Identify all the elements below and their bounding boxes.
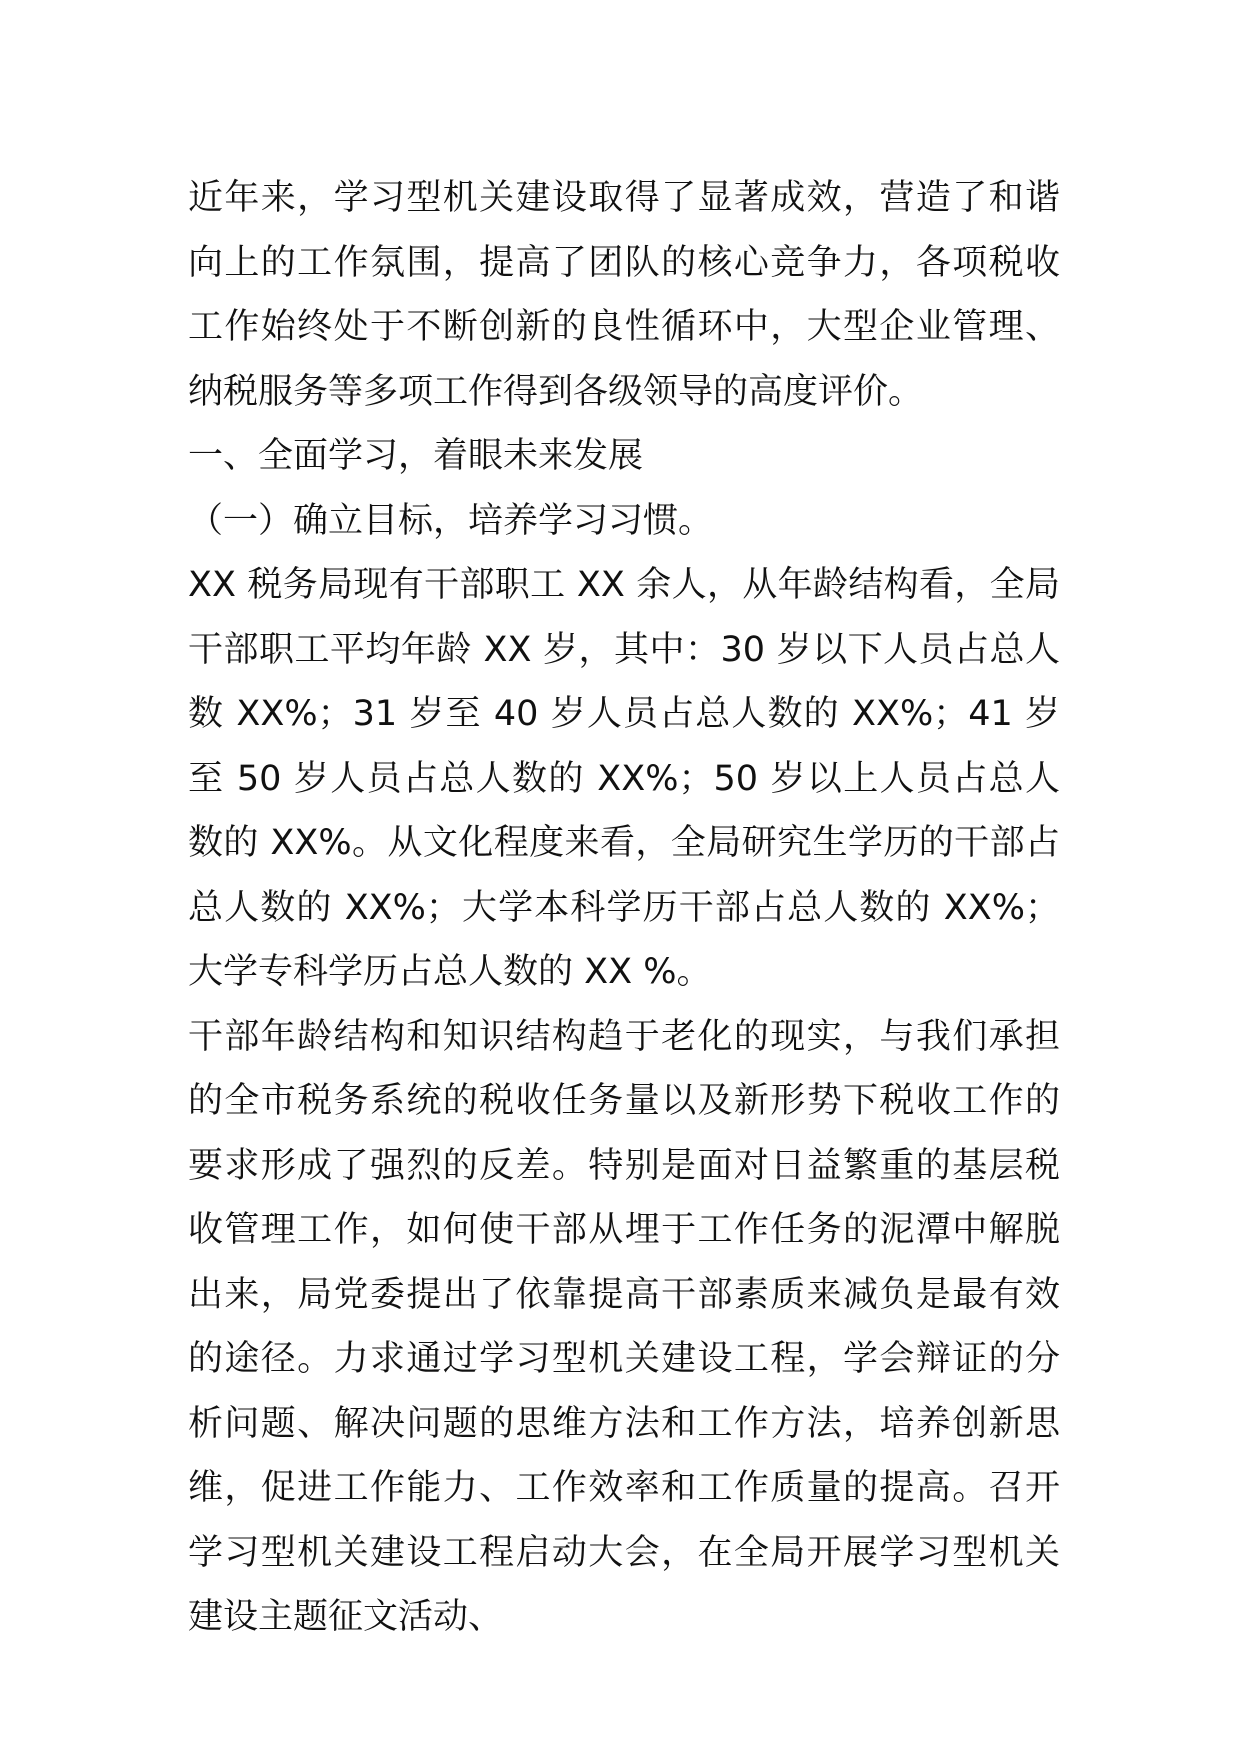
analysis-paragraph: 干部年龄结构和知识结构趋于老化的现实，与我们承担的全市税务系统的税收任务量以及新形势下税收工作的要求形成了强烈的反差。特别是面对日益繁重的基层税收管理工作，如何使干部从埋于工作任务的泥潭中解脱出来，局党委提出了依靠提高干部素质来减负是最有效的途径。力求通过学习型机关建设工程，学会辩证的分析问题、解决问题的思维方法和工作方法，培养创新思维，促进工作能力、工作效率和工作质量的提高。召开学习型机关建设工程启动大会，在全局开展学习型机关建设主题征文活动、 (188, 1016, 1060, 1637)
intro-paragraph: 近年来，学习型机关建设取得了显著成效，营造了和谐向上的工作氛围，提高了团队的核心竞争力，各项税收工作始终处于不断创新的良性循环中，大型企业管理、纳税服务等多项工作得到各级领导的高度评价。 (188, 178, 1060, 412)
document-body (188, 166, 1060, 1650)
subsection-heading: （一）确立目标，培养学习习惯。 (188, 500, 714, 541)
staff-structure-paragraph: XX 税务局现有干部职工 XX 余人，从年龄结构看，全局干部职工平均年龄 XX 岁，其中：30 岁以下人员占总人数 XX%；31 岁至 40 岁人员占总人数的 XX%；41 岁至 50 岁人员占总人数的 XX%；50 岁以上人员占总人数的 XX%。从文化程度来看，全局研究生学历的干部占总人数的 XX%；大学本科学历干部占总人数的 XX%；大学专科学历占总人数的 XX %。 (188, 565, 1060, 992)
section-heading: 一、全面学习，着眼未来发展 (188, 436, 644, 476)
